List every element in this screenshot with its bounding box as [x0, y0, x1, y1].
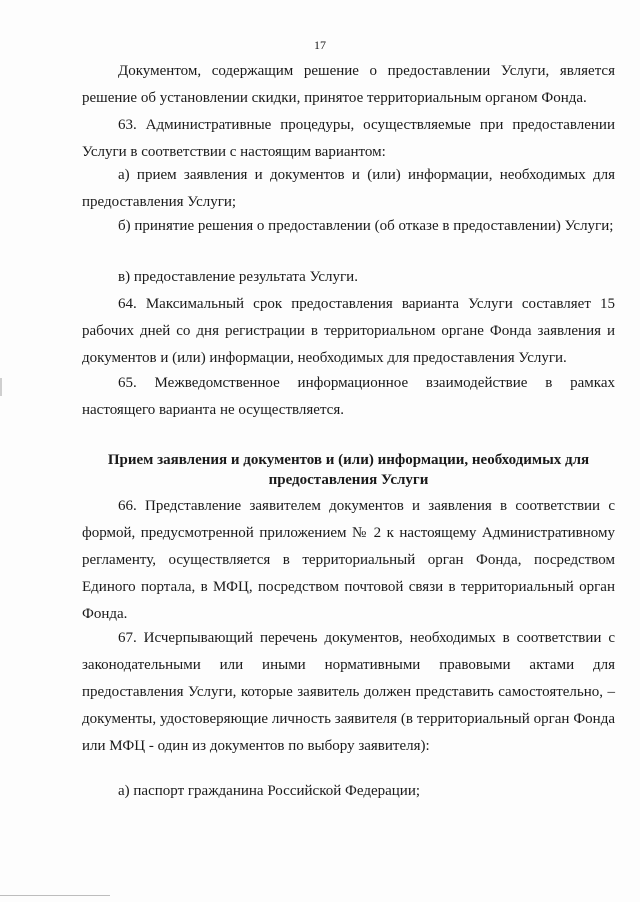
scan-margin-mark	[0, 378, 2, 396]
page-number: 17	[314, 38, 326, 52]
list-item-b: б) принятие решения о предоставлении (об отказе в предоставлении) Услуги;	[118, 218, 614, 234]
paragraph-63: 63. Административные процедуры, осуществляемые при предоставлении Услуги в соответствии с настоящим вариантом:	[82, 117, 615, 160]
paragraph-65: 65. Межведомственное информационное взаимодействие в рамках настоящего варианта не осуществляется.	[82, 375, 615, 418]
paragraph-66: 66. Представление заявителем документов и заявления в соответствии с формой, предусмотренной приложением № 2 к настоящему Административному регламенту, осуществляется в территориальный орган Фонда, посредством Единого портала, в МФЦ, посредством почтовой связи в территориальный орган Фонда.	[82, 498, 615, 622]
list-item-passport: а) паспорт гражданина Российской Федерации;	[118, 783, 421, 799]
paragraph-decision-document: Документом, содержащим решение о предоставлении Услуги, является решение об установлении скидки, принятое территориальным органом Фонда.	[82, 63, 615, 106]
section-heading: Прием заявления и документов и (или) информации, необходимых для предоставления Услуги	[107, 452, 590, 488]
paragraph-64: 64. Максимальный срок предоставления варианта Услуги составляет 15 рабочих дней со дня регистрации в территориальном органе Фонда заявления и документов и (или) информации, необходимых для предоставления Услуги.	[82, 296, 615, 366]
paragraph-67: 67. Исчерпывающий перечень документов, необходимых в соответствии с законодательными или иными нормативными правовыми актами для предоставления Услуги, которые заявитель должен представить самостоятельно, – документы, удостоверяющие личность заявителя (в территориальный орган Фонда или МФЦ - один из документов по выбору заявителя):	[82, 630, 615, 754]
list-item-a: а) прием заявления и документов и (или) информации, необходимых для предоставления Услуги;	[82, 167, 615, 210]
list-item-v: в) предоставление результата Услуги.	[118, 269, 358, 285]
scan-edge-line	[0, 895, 110, 896]
